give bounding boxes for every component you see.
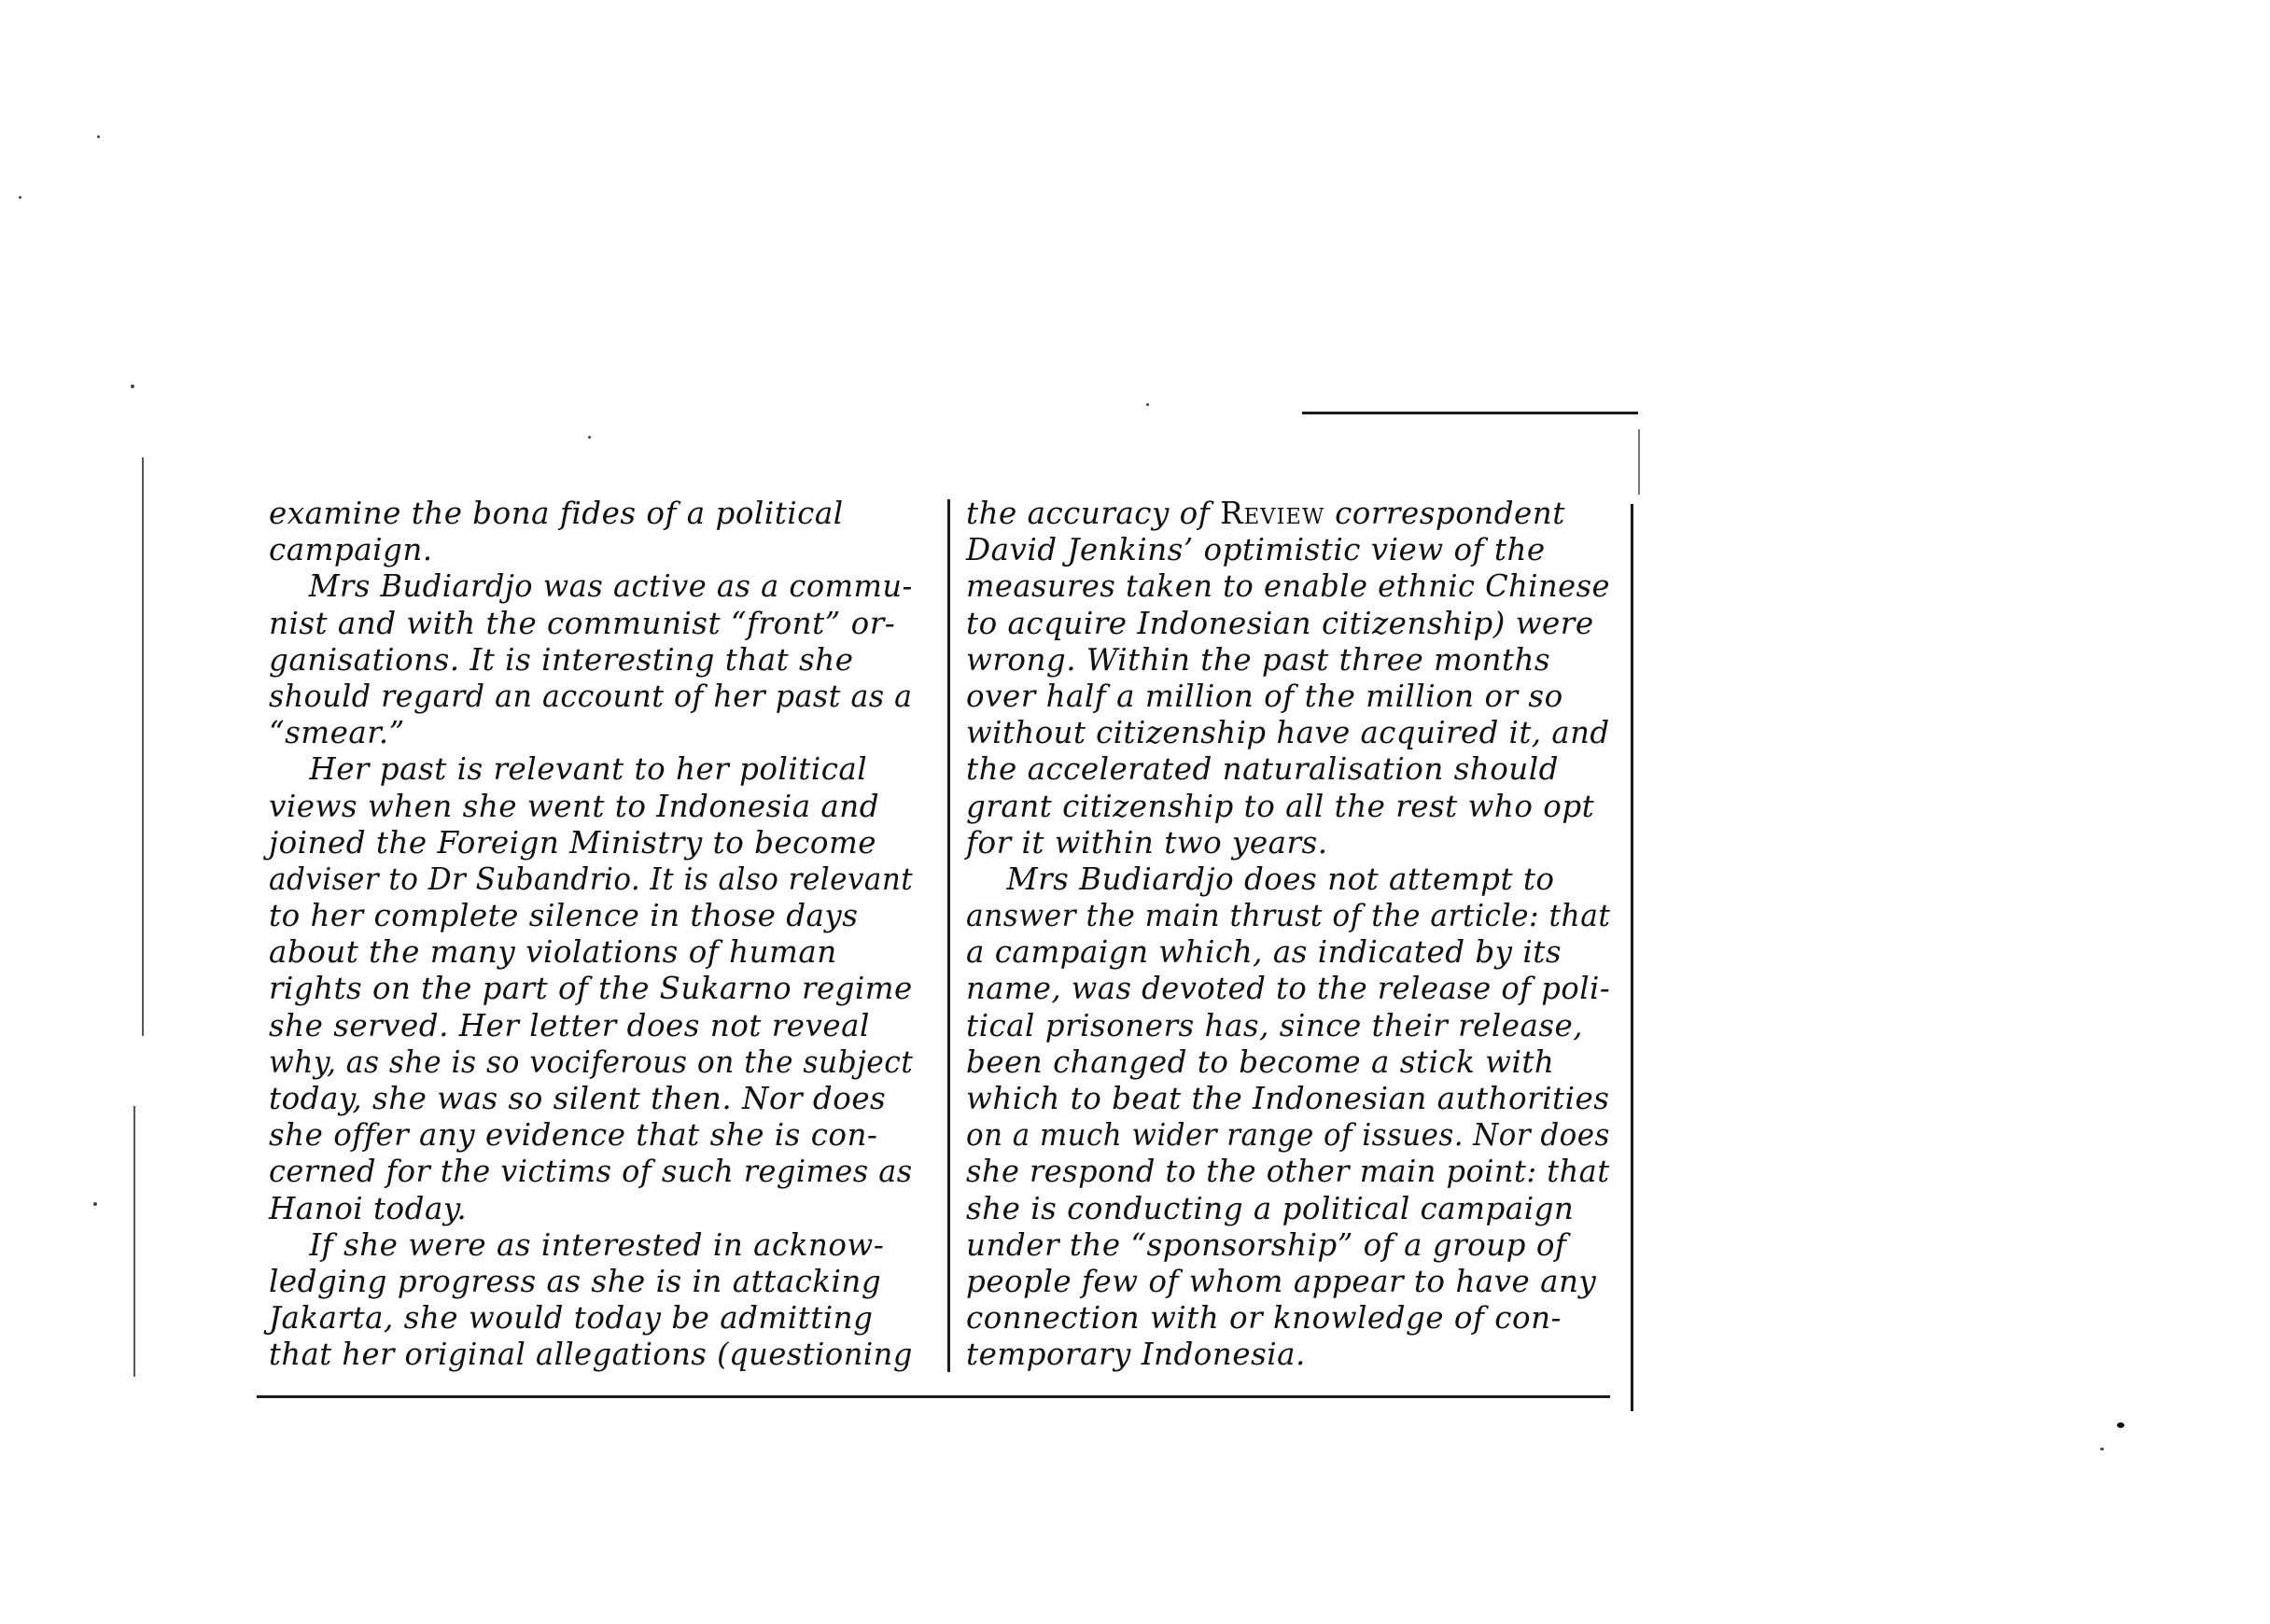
text-line: a campaign which, as indicated by its bbox=[966, 933, 1562, 971]
text-line: she is conducting a political campaign bbox=[966, 1189, 1575, 1226]
text-line: temporary Indonesia. bbox=[966, 1336, 1306, 1373]
right-border bbox=[1631, 504, 1633, 1411]
column-divider bbox=[947, 499, 950, 1372]
left-scan-edge bbox=[142, 457, 144, 1036]
scan-speck bbox=[93, 1202, 97, 1206]
text-line: to her complete silence in those days bbox=[269, 897, 859, 934]
text-line: David Jenkins’ optimistic view of the bbox=[966, 531, 1546, 568]
scan-speck bbox=[1146, 403, 1149, 406]
text-line: Mrs Budiardjo does not attempt to bbox=[966, 860, 1555, 897]
text-line: for it within two years. bbox=[966, 823, 1328, 861]
text-line: joined the Foreign Ministry to become bbox=[269, 823, 877, 861]
scan-speck bbox=[2117, 1422, 2124, 1428]
scan-speck bbox=[131, 385, 134, 388]
text-line: she offer any evidence that she is con- bbox=[269, 1116, 878, 1154]
review-small-caps: Review bbox=[1220, 495, 1325, 531]
text-line: examine the bona fides of a political bbox=[269, 495, 844, 531]
text-line: campaign. bbox=[269, 531, 433, 568]
text-line: today, she was so silent then. Nor does bbox=[269, 1080, 887, 1116]
text-line: should regard an account of her past as a bbox=[269, 677, 913, 714]
text-line: Mrs Budiardjo was active as a commu- bbox=[269, 567, 913, 605]
text-line: tical prisoners has, since their release, bbox=[966, 1006, 1584, 1043]
text-line: measures taken to enable ethnic Chinese bbox=[966, 567, 1611, 605]
text-line: Jakarta, she would today be admitting bbox=[269, 1299, 874, 1337]
text-line: Hanoi today. bbox=[269, 1189, 468, 1226]
text-line: “smear.” bbox=[269, 714, 405, 751]
text-line: which to beat the Indonesian authorities bbox=[966, 1080, 1610, 1116]
text-line: been changed to become a stick with bbox=[966, 1043, 1555, 1080]
text-line: that her original allegations (questioning bbox=[269, 1336, 913, 1373]
text-line: ledging progress as she is in attacking bbox=[269, 1262, 882, 1299]
scan-speck bbox=[19, 196, 21, 199]
text-line: about the many violations of human bbox=[269, 933, 837, 971]
right-column bbox=[966, 495, 1619, 1373]
right-column-lines bbox=[966, 531, 1619, 1372]
bottom-rule bbox=[257, 1395, 1610, 1398]
right-column-first-line bbox=[966, 495, 1610, 531]
text-line: without citizenship have acquired it, and bbox=[966, 714, 1610, 751]
text-line: why, as she is so vociferous on the subject bbox=[269, 1043, 914, 1080]
scan-speck bbox=[2100, 1448, 2104, 1450]
left-scan-edge-lower bbox=[133, 1106, 135, 1377]
text-line: on a much wider range of issues. Nor does bbox=[966, 1116, 1610, 1154]
text-line: nist and with the communist “front” or- bbox=[269, 604, 896, 641]
text-line: she respond to the other main point: that bbox=[966, 1153, 1610, 1190]
text-line: wrong. Within the past three months bbox=[966, 640, 1551, 678]
text-line: cerned for the victims of such regimes as bbox=[269, 1153, 913, 1190]
text-line: name, was devoted to the release of poli- bbox=[966, 970, 1611, 1007]
text-line: to acquire Indonesian citizenship) were bbox=[966, 604, 1594, 641]
text-line: the accelerated naturalisation should bbox=[966, 750, 1559, 788]
text-line: people few of whom appear to have any bbox=[966, 1262, 1597, 1299]
text-run: correspondent bbox=[1324, 495, 1565, 531]
text-line: adviser to Dr Subandrio. It is also relevant bbox=[269, 860, 914, 897]
text-line: views when she went to Indonesia and bbox=[269, 787, 880, 824]
text-line: under the “sponsorship” of a group of bbox=[966, 1225, 1567, 1263]
text-line: Her past is relevant to her political bbox=[269, 750, 868, 788]
scan-speck bbox=[97, 135, 100, 138]
text-line: rights on the part of the Sukarno regime bbox=[269, 970, 913, 1007]
text-line: over half a million of the million or so bbox=[966, 677, 1563, 714]
text-line: answer the main thrust of the article: that bbox=[966, 897, 1611, 934]
left-column bbox=[269, 495, 922, 1373]
right-scan-edge-top bbox=[1638, 429, 1640, 495]
text-line: she served. Her letter does not reveal bbox=[269, 1006, 870, 1043]
text-line: grant citizenship to all the rest who opt bbox=[966, 787, 1595, 824]
top-rule bbox=[1302, 412, 1638, 414]
scan-speck bbox=[588, 436, 591, 439]
text-run: the accuracy of bbox=[966, 495, 1221, 531]
text-line: ganisations. It is interesting that she bbox=[269, 640, 854, 678]
text-line: If she were as interested in acknow- bbox=[269, 1225, 885, 1263]
text-line: connection with or knowledge of con- bbox=[966, 1299, 1562, 1337]
